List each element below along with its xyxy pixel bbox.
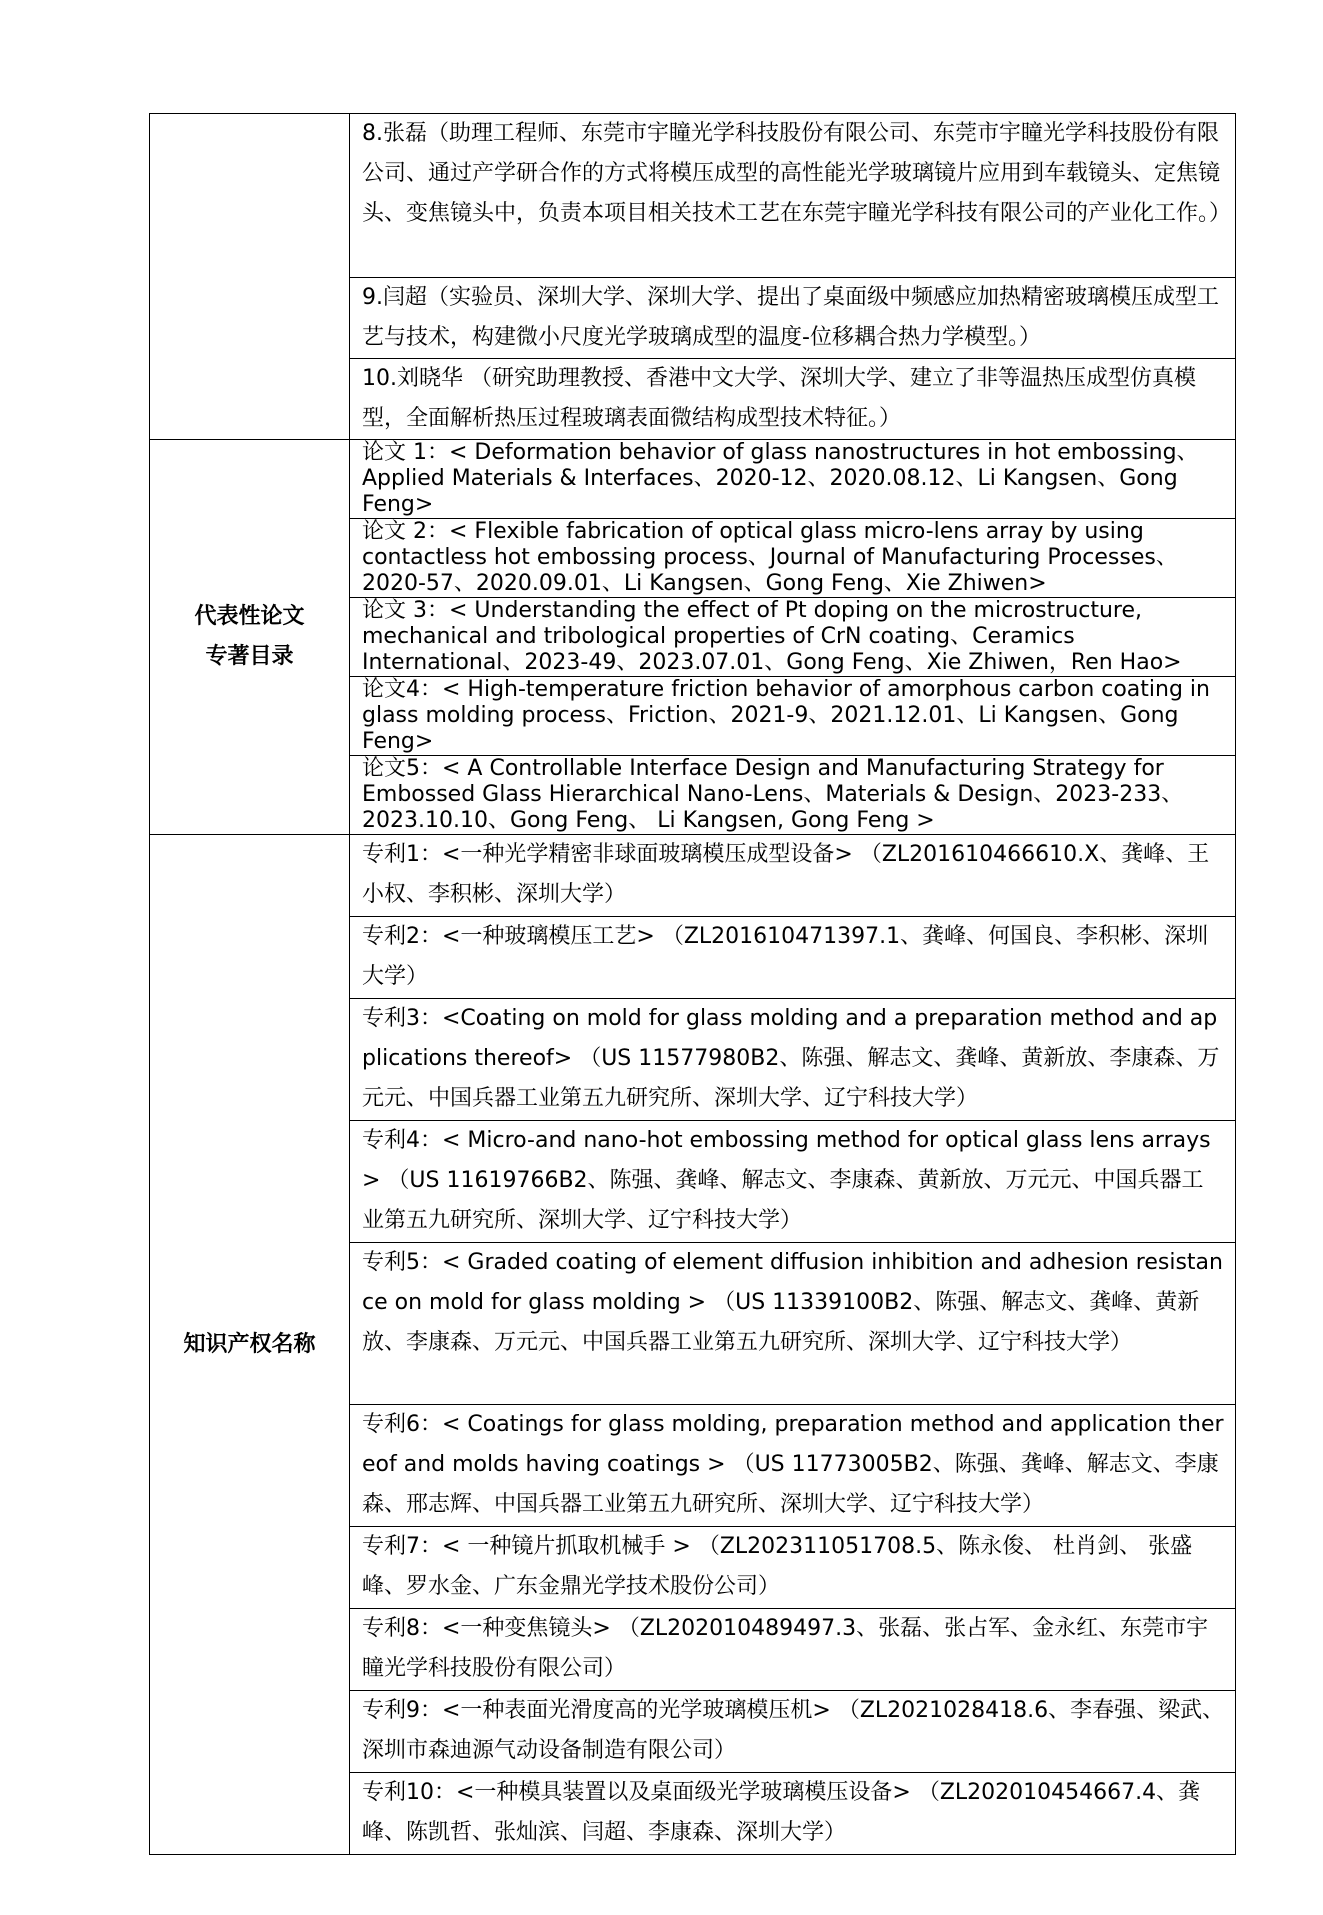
patents-section-label: 知识产权名称 [150, 835, 350, 1855]
patent-6: 专利6：< Coatings for glass molding, preparation method and application thereof and molds having coatings > （US 11773005B2、陈强、龚峰、解志文、李康森、邢志辉、中国兵器工业第五九研究所、深圳大学、辽宁科技大学） [350, 1405, 1236, 1527]
patent-5: 专利5：< Graded coating of element diffusion inhibition and adhesion resistance on mold for glass molding > （US 11339100B2、陈强、解志文、龚峰、黄新放、李康森、万元元、中国兵器工业第五九研究所、深圳大学、辽宁科技大学） [350, 1243, 1236, 1405]
contributor-8: 8.张磊（助理工程师、东莞市宇瞳光学科技股份有限公司、东莞市宇瞳光学科技股份有限公司、通过产学研合作的方式将模压成型的高性能光学玻璃镜片应用到车载镜头、定焦镜头、变焦镜头中，负责本项目相关技术工艺在东莞宇瞳光学科技有限公司的产业化工作。） [350, 114, 1236, 278]
papers-label-line1: 代表性论文 [194, 604, 305, 629]
paper-2: 论文 2：< Flexible fabrication of optical glass micro-lens array by using contactless hot embossing process、Journal of Manufacturing Processes、2020-57、2020.09.01、Li Kangsen、Gong Feng、Xie Zhiwen> [350, 519, 1236, 598]
contributor-9: 9.闫超（实验员、深圳大学、深圳大学、提出了桌面级中频感应加热精密玻璃模压成型工艺与技术，构建微小尺度光学玻璃成型的温度-位移耦合热力学模型。） [350, 278, 1236, 359]
table-row [150, 440, 1236, 519]
table-row [150, 114, 1236, 278]
paper-5: 论文5：< A Controllable Interface Design and Manufacturing Strategy for Embossed Glass Hierarchical Nano-Lens、Materials & Design、2023-233、2023.10.10、Gong Feng、 Li Kangsen, Gong Feng > [350, 756, 1236, 835]
patent-7: 专利7：< 一种镜片抓取机械手 > （ZL202311051708.5、陈永俊、 杜肖剑、 张盛峰、罗水金、广东金鼎光学技术股份公司） [350, 1527, 1236, 1609]
paper-4: 论文4：< High-temperature friction behavior of amorphous carbon coating in glass molding process、Friction、2021-9、2021.12.01、Li Kangsen、Gong Feng> [350, 677, 1236, 756]
empty-label-cell [150, 114, 350, 440]
papers-section-label [150, 440, 350, 835]
patent-8: 专利8：<一种变焦镜头> （ZL202010489497.3、张磊、张占军、金永红、东莞市宇瞳光学科技股份有限公司） [350, 1609, 1236, 1691]
patent-4: 专利4：< Micro-and nano-hot embossing method for optical glass lens arrays > （US 11619766B2、陈强、龚峰、解志文、李康森、黄新放、万元元、中国兵器工业第五九研究所、深圳大学、辽宁科技大学） [350, 1121, 1236, 1243]
contributor-10: 10.刘晓华 （研究助理教授、香港中文大学、深圳大学、建立了非等温热压成型仿真模型，全面解析热压过程玻璃表面微结构成型技术特征。） [350, 359, 1236, 440]
patent-3: 专利3：<Coating on mold for glass molding and a preparation method and applications thereof> （US 11577980B2、陈强、解志文、龚峰、黄新放、李康森、万元元、中国兵器工业第五九研究所、深圳大学、辽宁科技大学） [350, 999, 1236, 1121]
table-row [150, 835, 1236, 917]
patent-10: 专利10：<一种模具装置以及桌面级光学玻璃模压设备> （ZL202010454667.4、龚峰、陈凯哲、张灿滨、闫超、李康森、深圳大学） [350, 1773, 1236, 1855]
paper-1: 论文 1：< Deformation behavior of glass nanostructures in hot embossing、Applied Materials & Interfaces、2020-12、2020.08.12、Li Kangsen、Gong Feng> [350, 440, 1236, 519]
patent-9: 专利9：<一种表面光滑度高的光学玻璃模压机> （ZL2021028418.6、李春强、梁武、深圳市森迪源气动设备制造有限公司） [350, 1691, 1236, 1773]
patent-2: 专利2：<一种玻璃模压工艺> （ZL201610471397.1、龚峰、何国良、李积彬、深圳大学） [350, 917, 1236, 999]
paper-3: 论文 3：< Understanding the effect of Pt doping on the microstructure, mechanical and tribological properties of CrN coating、Ceramics International、2023-49、2023.07.01、Gong Feng、Xie Zhiwen，Ren Hao> [350, 598, 1236, 677]
achievements-table [149, 113, 1236, 1855]
papers-label-line2: 专著目录 [205, 644, 294, 669]
patent-1: 专利1：<一种光学精密非球面玻璃模压成型设备> （ZL201610466610.X、龚峰、王小权、李积彬、深圳大学） [350, 835, 1236, 917]
